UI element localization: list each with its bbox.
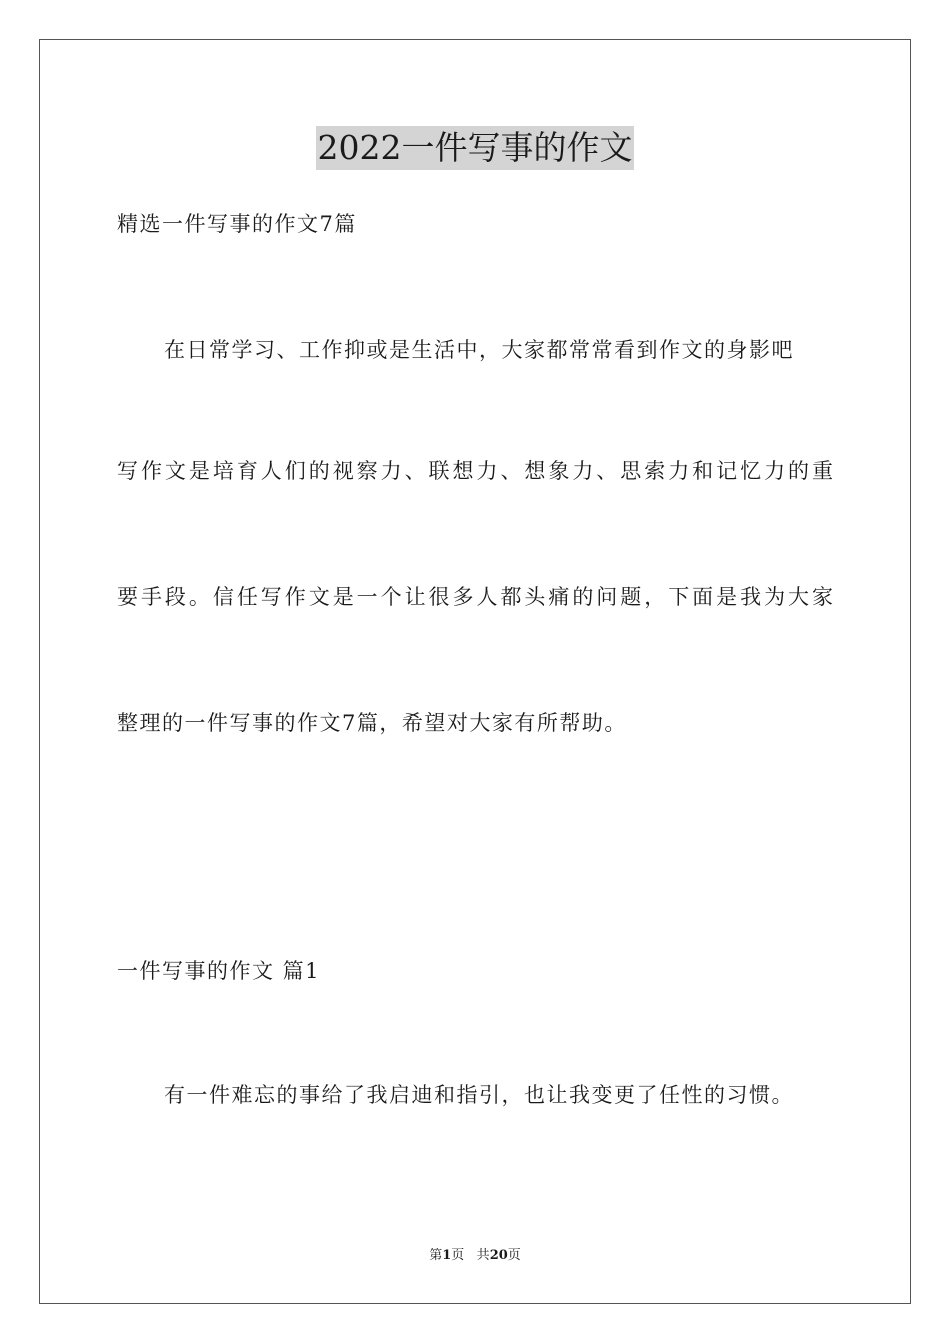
intro-line-4: 整理的一件写事的作文7篇，希望对大家有所帮助。 (117, 711, 627, 735)
intro-line-1: 在日常学习、工作抑或是生活中，大家都常常看到作文的身影吧 (164, 338, 794, 362)
footer-page-prefix: 第 (429, 1248, 443, 1263)
section-heading: 一件写事的作文 篇1 (117, 959, 321, 983)
footer-total-prefix: 共 (476, 1248, 490, 1263)
document-title: 2022一件写事的作文 (316, 126, 635, 170)
section-paragraph-line: 有一件难忘的事给了我启迪和指引，也让我变更了任性的习惯。 (164, 1083, 794, 1107)
intro-line-2: 写作文是培育人们的视察力、联想力、想象力、思索力和记忆力的重 (117, 459, 833, 483)
footer-total-suffix: 页 (507, 1248, 521, 1263)
footer-page-suffix: 页 (451, 1248, 465, 1263)
page-footer (0, 1247, 950, 1265)
title-container (0, 126, 950, 170)
intro-line-3: 要手段。信任写作文是一个让很多人都头痛的问题，下面是我为大家 (117, 585, 833, 609)
footer-total-pages: 20 (489, 1248, 508, 1263)
document-subtitle: 精选一件写事的作文7篇 (117, 212, 357, 236)
footer-page-number: 1 (442, 1248, 452, 1263)
